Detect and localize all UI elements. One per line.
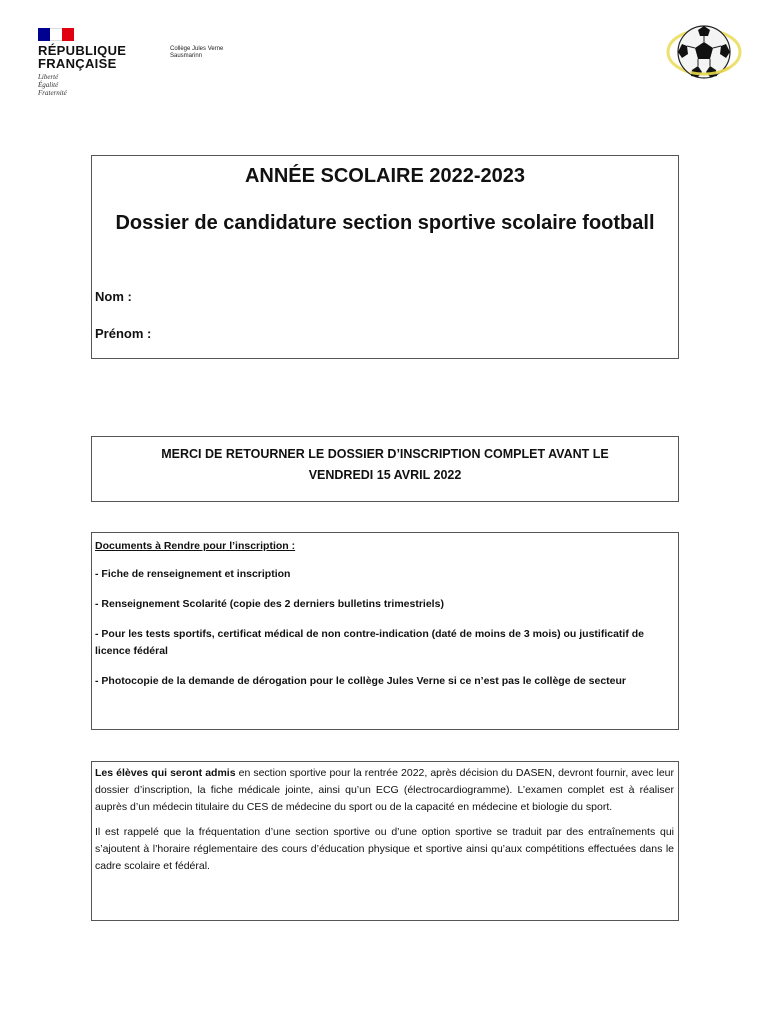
motto-line-3: Fraternité xyxy=(38,89,67,97)
documents-heading: Documents à Rendre pour l’inscription : xyxy=(95,540,296,552)
document-item: - Pour les tests sportifs, certificat médical de non contre-indication (daté de moins de 3 mois) ou justificatif de licence fédéral xyxy=(95,628,645,657)
motto-line-1: Liberté xyxy=(38,73,59,81)
motto-line-2: Égalité xyxy=(38,81,59,89)
document-item: - Photocopie de la demande de dérogation pour le collège Jules Verne si ce n’est pas le collège de secteur xyxy=(95,675,626,687)
republic-line-2: FRANÇAISE xyxy=(38,56,117,71)
document-item: - Fiche de renseignement et inscription xyxy=(95,568,291,580)
info-box xyxy=(91,761,679,921)
reminder-paragraph: Il est rappelé que la fréquentation d’une section sportive ou d’une option sportive se traduit par des entraînements qui s’ajoutent à l’horaire réglementaire des cours d’éducation physique et sportive ainsi qu’aux compétitions effectuées dans le cadre scolaire et fédéral. xyxy=(95,826,674,872)
republic-name xyxy=(38,44,148,70)
admission-paragraph xyxy=(95,765,674,816)
documents-box xyxy=(91,532,679,730)
republic-motto xyxy=(38,73,148,97)
deadline-box xyxy=(91,436,679,502)
nom-field-label: Nom : xyxy=(95,289,132,304)
admission-text: en section sportive pour la rentrée 2022, après décision du DASEN, devront fournir, avec leur dossier d’inscription, la fiche médicale jointe, ainsi qu’un ECG (électrocardiogramme). L’examen complet est à réaliser auprès d’un médecin titulaire du CES de médecine du sport ou de la capacité en médecine et biologie du sport. xyxy=(95,767,675,813)
admission-bold-lead: Les élèves qui seront admis xyxy=(95,767,236,779)
deadline-line-2: VENDREDI 15 AVRIL 2022 xyxy=(308,468,462,482)
college-name: Collège Jules Verne xyxy=(170,46,224,52)
school-year-heading: ANNÉE SCOLAIRE 2022-2023 xyxy=(244,165,526,187)
republique-francaise-logo xyxy=(38,28,148,97)
deadline-line-1: MERCI DE RETOURNER LE DOSSIER D’INSCRIPTION COMPLET AVANT LE xyxy=(161,447,609,461)
deadline-notice xyxy=(102,444,668,486)
prenom-field-label: Prénom : xyxy=(95,326,152,341)
title-box xyxy=(91,155,679,359)
college-label xyxy=(170,46,223,60)
document-title: Dossier de candidature section sportive scolaire football xyxy=(115,212,655,234)
french-flag-icon xyxy=(38,28,74,41)
football-icon xyxy=(664,14,744,90)
college-city: Sausmarinn xyxy=(170,53,203,59)
document-item: - Renseignement Scolarité (copie des 2 derniers bulletins trimestriels) xyxy=(95,598,444,610)
republic-line-1: RÉPUBLIQUE xyxy=(38,43,127,58)
